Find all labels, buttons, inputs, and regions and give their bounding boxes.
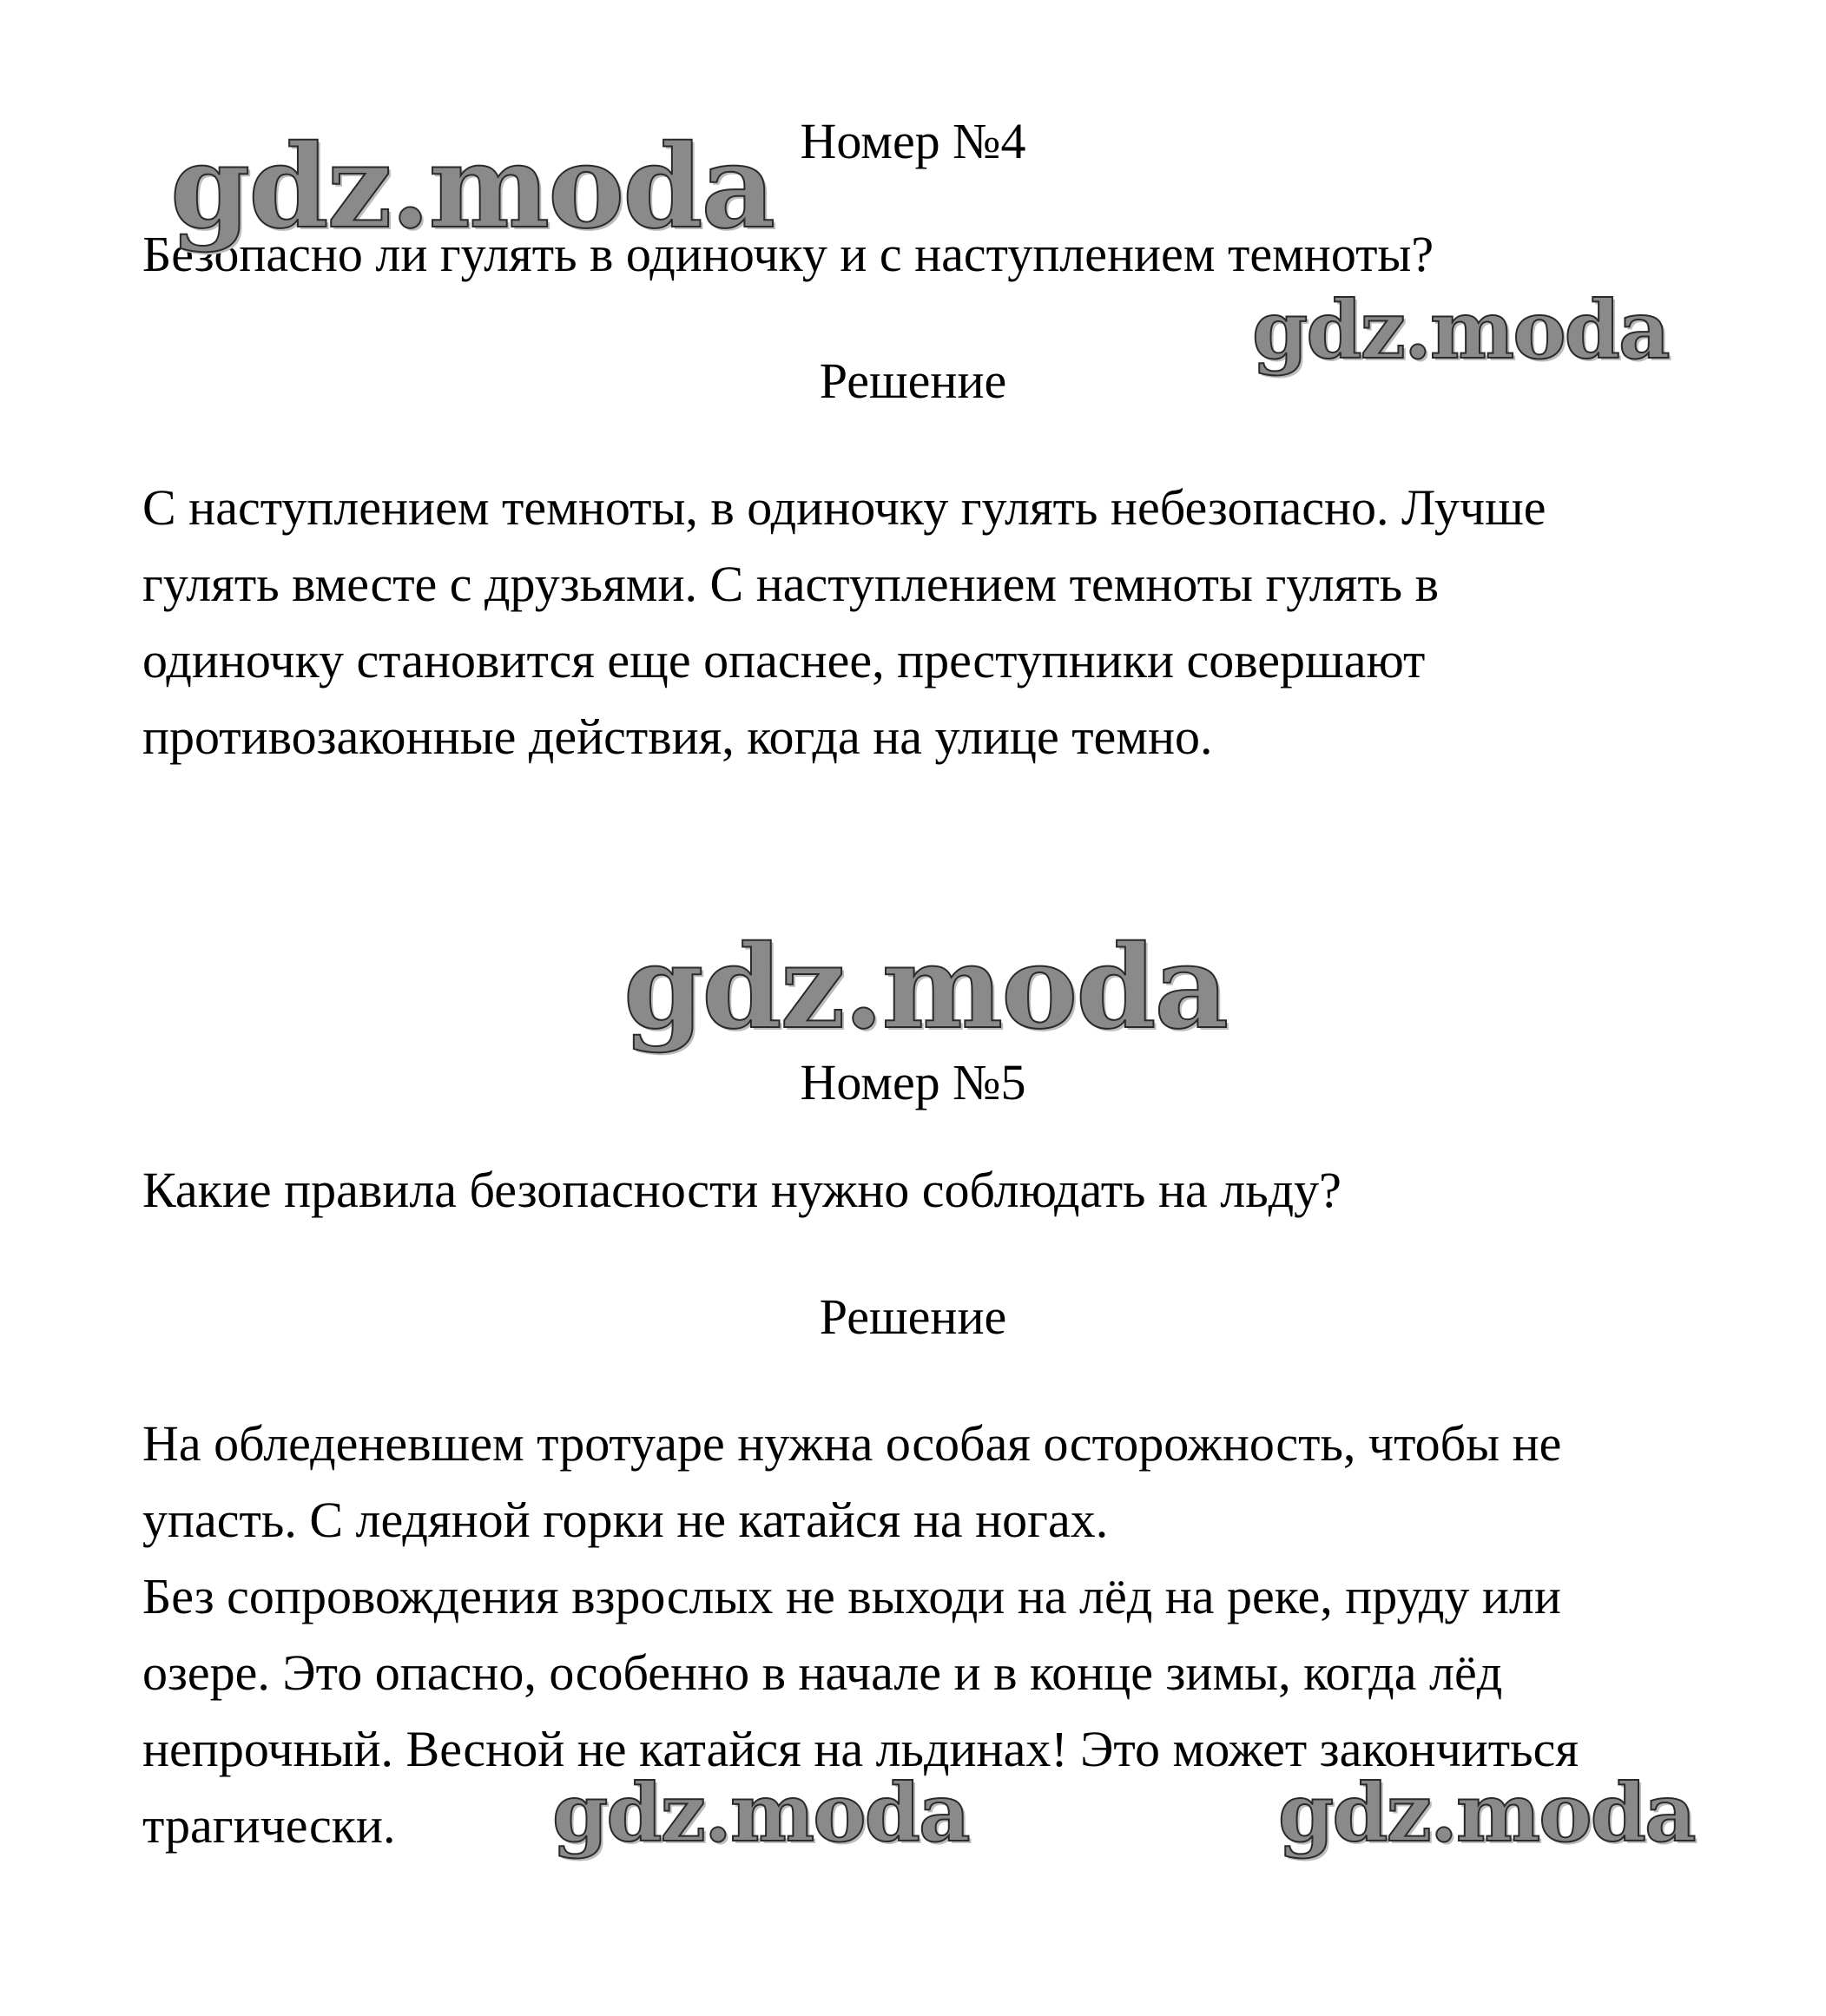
task4-answer-line-1: С наступлением темноты, в одиночку гулять небезопасно. Лучше [142,479,1546,536]
task5-title: Номер №5 [800,1054,1026,1110]
task4-question: Безопасно ли гулять в одиночку и с наступлением темноты? [142,226,1434,282]
task5-question: Какие правила безопасности нужно соблюдать на льду? [142,1162,1341,1218]
task4-title: Номер №4 [800,113,1026,169]
task4-answer-line-4: противозаконные действия, когда на улице темно. [142,708,1213,765]
task4-answer-line-3: одиночку становится еще опаснее, преступники совершают [142,632,1426,688]
watermark-logo: gdz.moda [623,920,1228,1055]
task5-answer-line-5: непрочный. Весной не катайся на льдинах! Это может закончиться [142,1721,1579,1777]
watermark-logo: gdz.moda [1278,1766,1695,1860]
task5-answer-line-4: озере. Это опасно, особенно в начале и в конце зимы, когда лёд [142,1644,1503,1701]
watermark-logo: gdz.moda [552,1766,969,1860]
task4-answer-line-2: гулять вместе с друзьями. С наступлением темноты гулять в [142,556,1440,612]
task4-solution-label: Решение [819,352,1007,409]
task5-answer-line-3: Без сопровождения взрослых не выходи на лёд на реке, пруду или [142,1568,1561,1624]
watermark-logo: gdz.moda [170,120,775,254]
watermark-logo: gdz.moda [1252,283,1669,377]
task5-solution-label: Решение [819,1288,1007,1345]
task5-answer-line-2: упасть. С ледяной горки не катайся на ногах. [142,1492,1109,1548]
task5-answer-line-1: На обледеневшем тротуаре нужна особая осторожность, чтобы не [142,1415,1562,1472]
task5-answer-line-6: трагически. [142,1797,396,1854]
